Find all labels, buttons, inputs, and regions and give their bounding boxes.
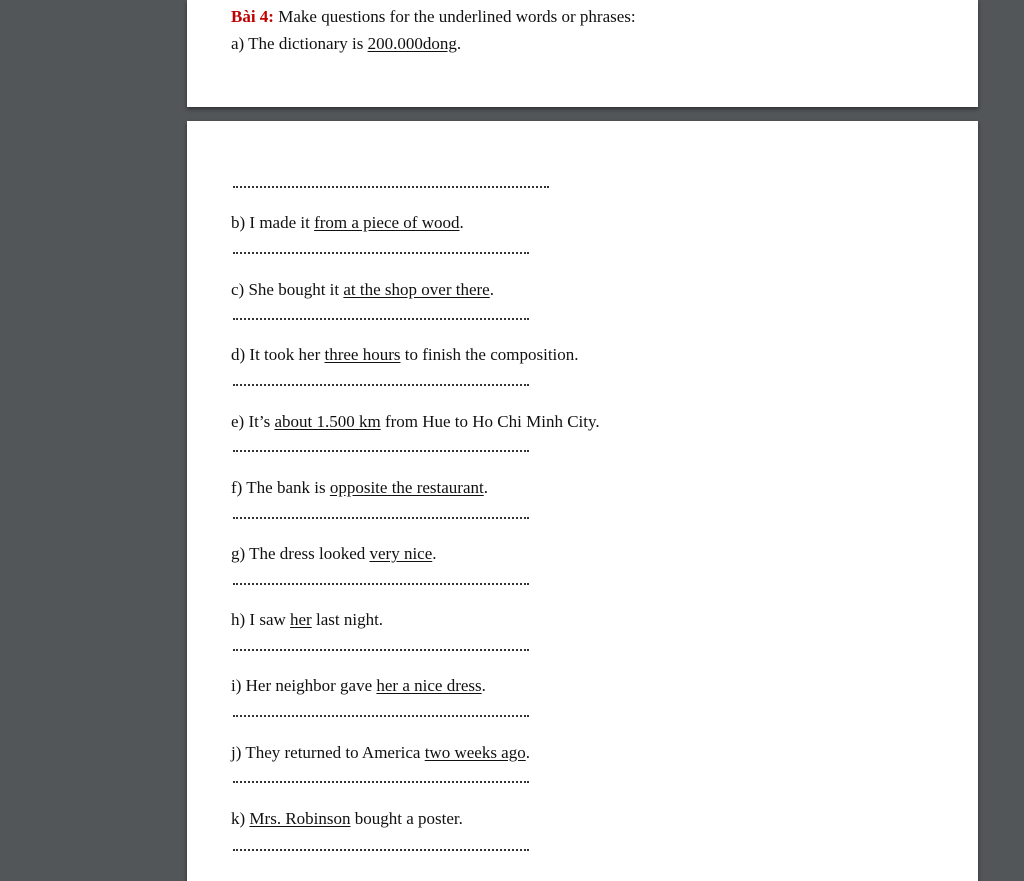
question-suffix: from Hue to Ho Chi Minh City.	[380, 412, 600, 431]
question-suffix: .	[456, 34, 462, 53]
exercise-heading	[231, 7, 636, 27]
answer-line-j	[233, 781, 529, 783]
question-c	[231, 280, 494, 300]
question-d	[231, 345, 579, 365]
underlined-phrase: Mrs. Robinson	[249, 809, 351, 828]
question-suffix: .	[525, 743, 530, 762]
question-suffix: .	[483, 478, 488, 497]
question-e	[231, 412, 600, 432]
question-h	[231, 610, 383, 630]
underlined-phrase: two weeks ago	[424, 743, 526, 762]
question-text: f) The bank is	[231, 478, 330, 497]
question-a	[231, 34, 461, 54]
question-f	[231, 478, 488, 498]
underlined-phrase: her a nice dress	[376, 676, 482, 695]
answer-line-k	[233, 849, 529, 851]
question-text: k)	[231, 809, 250, 828]
question-suffix: .	[432, 544, 437, 563]
question-suffix: last night.	[311, 610, 384, 629]
underlined-phrase: about 1.500 km	[274, 412, 381, 431]
question-suffix: .	[489, 280, 494, 299]
question-suffix: bought a poster.	[350, 809, 463, 828]
question-text: d) It took her	[231, 345, 325, 364]
underlined-phrase: from a piece of wood	[314, 213, 460, 232]
answer-line-i	[233, 715, 529, 717]
document-page-1	[187, 0, 978, 107]
answer-line-g	[233, 583, 529, 585]
answer-line-a	[233, 186, 549, 188]
question-g	[231, 544, 437, 564]
question-i	[231, 676, 486, 696]
document-page-2	[187, 121, 978, 881]
answer-line-e	[233, 450, 529, 452]
question-suffix: .	[481, 676, 486, 695]
question-suffix: .	[459, 213, 464, 232]
underlined-phrase: very nice	[369, 544, 433, 563]
question-text: h) I saw	[231, 610, 291, 629]
question-text: i) Her neighbor gave	[231, 676, 377, 695]
answer-line-c	[233, 318, 529, 320]
underlined-phrase: at the shop over there	[343, 280, 490, 299]
underlined-phrase: three hours	[324, 345, 401, 364]
underlined-phrase: her	[290, 610, 312, 629]
answer-line-f	[233, 517, 529, 519]
exercise-instruction: Make questions for the underlined words or phrases:	[273, 7, 636, 26]
question-k	[231, 809, 463, 829]
question-text: g) The dress looked	[231, 544, 370, 563]
exercise-label: Bài 4:	[231, 7, 274, 26]
answer-line-h	[233, 649, 529, 651]
question-text: b) I made it	[231, 213, 315, 232]
underlined-phrase: 200.000dong	[367, 34, 457, 53]
question-suffix: to finish the composition.	[400, 345, 579, 364]
question-text: a) The dictionary is	[231, 34, 368, 53]
question-text: c) She bought it	[231, 280, 344, 299]
question-text: j) They returned to America	[231, 743, 425, 762]
answer-line-b	[233, 252, 529, 254]
answer-line-d	[233, 384, 529, 386]
question-b	[231, 213, 464, 233]
question-text: e) It’s	[231, 412, 275, 431]
question-j	[231, 743, 530, 763]
underlined-phrase: opposite the restaurant	[329, 478, 484, 497]
